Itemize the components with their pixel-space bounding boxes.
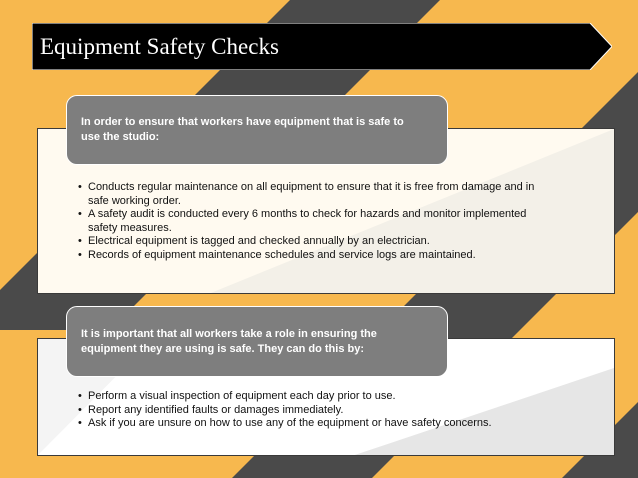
section-2-heading: It is important that all workers take a role in ensuring the equipment they are using is safe. They can do this by: xyxy=(66,306,448,377)
section-1-heading: In order to ensure that workers have equipment that is safe to use the studio: xyxy=(66,95,448,165)
bullet-item: • A safety audit is conducted every 6 months to check for hazards and monitor implemented safety measures. xyxy=(78,208,554,235)
section-1-bullet-list xyxy=(78,181,554,262)
bullet-item: • Conducts regular maintenance on all equipment to ensure that it is free from damage and in safe working order. xyxy=(78,181,554,208)
bullet-item: • Perform a visual inspection of equipment each day prior to use. xyxy=(78,390,548,404)
section-2-bullet-list xyxy=(78,390,548,431)
page-title: Equipment Safety Checks xyxy=(40,34,279,59)
bullet-item: • Ask if you are unsure on how to use any of the equipment or have safety concerns. xyxy=(78,417,548,431)
bullet-item: • Records of equipment maintenance schedules and service logs are maintained. xyxy=(78,249,554,263)
bullet-item: • Electrical equipment is tagged and checked annually by an electrician. xyxy=(78,235,554,249)
bullet-item: • Report any identified faults or damages immediately. xyxy=(78,404,548,418)
